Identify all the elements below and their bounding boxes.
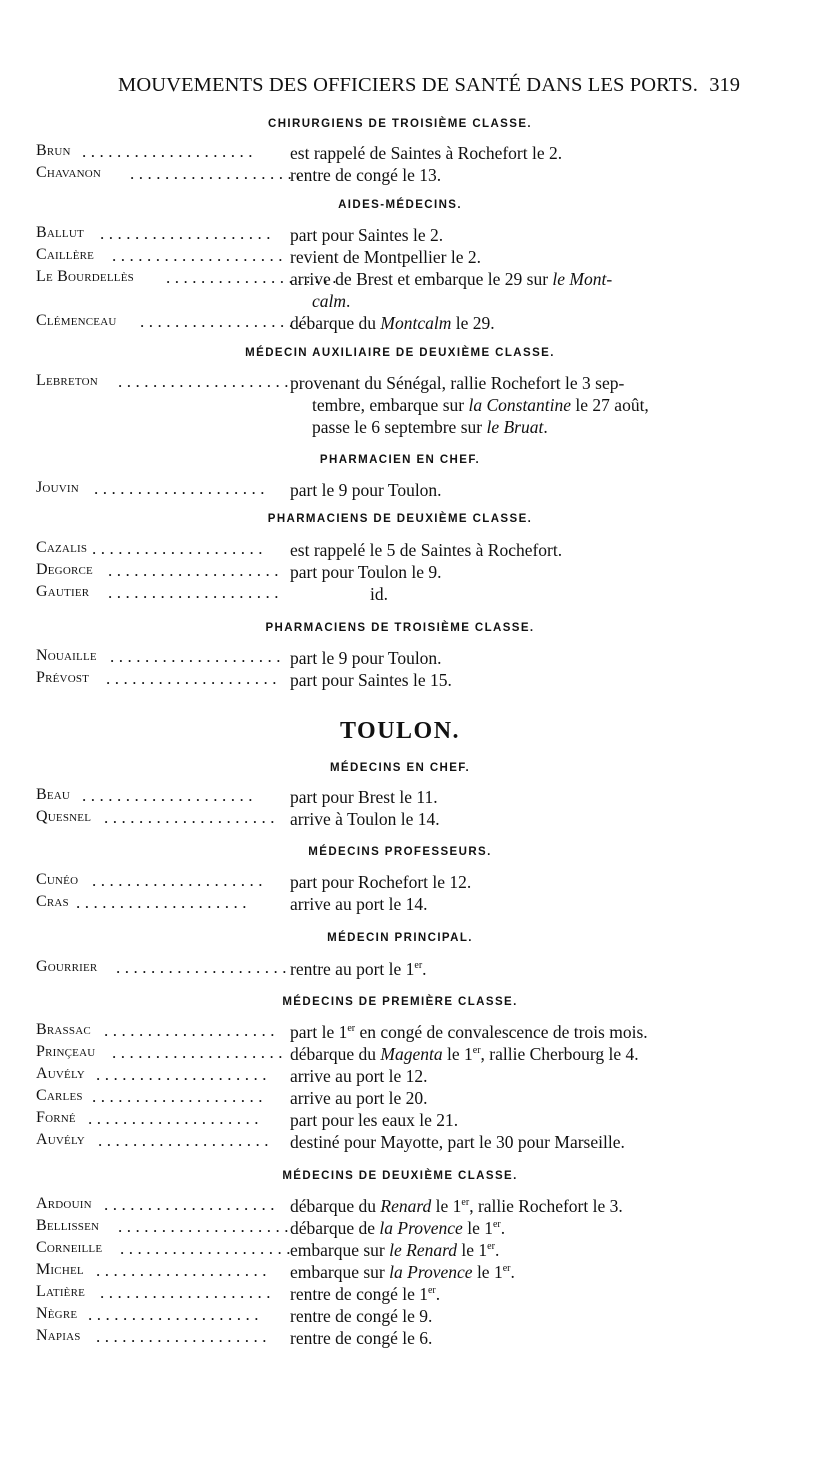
officer-name: Cunéo [36, 871, 79, 888]
officer-name: Degorce [36, 561, 93, 578]
entry-text: rentre de congé le 6. [290, 1328, 433, 1348]
officer-name: Prinçeau [36, 1043, 96, 1060]
leader-dots: .................... [118, 372, 293, 391]
port-title: TOULON. [339, 718, 461, 744]
ship-name: le Bruat [486, 417, 544, 437]
entry-text: part pour Saintes le 15. [290, 670, 452, 690]
officer-name: Michel [36, 1261, 84, 1278]
entry-text: débarque du Renard le 1er, rallie Rochefort le 3. [290, 1196, 623, 1216]
entry-text: part pour Saintes le 2. [290, 225, 444, 245]
officer-name: Ballut [36, 224, 84, 241]
section-heading: PHARMACIENS DE TROISIÈME CLASSE. [265, 622, 535, 634]
leader-dots: .................... [120, 1239, 295, 1258]
leader-dots: .................... [112, 246, 287, 265]
leader-dots: .................... [92, 539, 267, 558]
entry-text: arrive de Brest et embarque le 29 sur le Mont- calm. [290, 269, 613, 311]
ship-name: la Provence [389, 1262, 473, 1282]
section-heading: PHARMACIEN EN CHEF. [319, 454, 481, 466]
entry-text: arrive au port le 12. [290, 1066, 428, 1086]
entry-text: rentre de congé le 1er. [290, 1284, 441, 1304]
entry-text: rentre de congé le 13. [290, 165, 442, 185]
entry-text: arrive au port le 14. [290, 894, 428, 914]
entry-text: embarque sur le Renard le 1er. [290, 1240, 500, 1260]
entry-text: part le 1er en congé de convalescence de trois mois. [290, 1022, 648, 1042]
ship-name: Montcalm [380, 313, 452, 333]
leader-dots: .................... [100, 224, 275, 243]
leader-dots: .................... [108, 561, 283, 580]
officer-name: Jouvin [36, 479, 79, 496]
entry-text: part pour Rochefort le 12. [290, 872, 472, 892]
leader-dots: .................... [82, 142, 257, 161]
entry-text: part le 9 pour Toulon. [290, 480, 442, 500]
entry-text: rentre au port le 1er. [290, 959, 427, 979]
section-heading: CHIRURGIENS DE TROISIÈME CLASSE. [268, 118, 532, 130]
entry-text: revient de Montpellier le 2. [290, 247, 481, 267]
officer-name: Gourrier [36, 958, 98, 975]
running-head [118, 74, 740, 100]
leader-dots: .................... [166, 268, 341, 287]
entry-text: part pour Toulon le 9. [290, 562, 442, 582]
ship-name: Magenta [380, 1044, 443, 1064]
entry-text: débarque de la Provence le 1er. [290, 1218, 506, 1238]
section-heading: MÉDECINS EN CHEF. [329, 762, 471, 774]
officer-name: Bellissen [36, 1217, 100, 1234]
entry-text: provenant du Sénégal, rallie Rochefort le 3 sep- tembre, embarque sur la Constantine le 27 août, passe le 6 septembre sur le Bruat. [290, 373, 649, 437]
officer-name: Forné [36, 1109, 76, 1126]
ship-name: calm [312, 291, 347, 311]
entry-text: id. [370, 584, 388, 604]
leader-dots: .................... [96, 1065, 271, 1084]
officer-name: Auvély [36, 1131, 85, 1148]
leader-dots: .................... [112, 1043, 287, 1062]
officer-name: Latière [36, 1283, 86, 1300]
officer-name: Chavanon [36, 164, 102, 181]
entry-text: part pour les eaux le 21. [290, 1110, 459, 1130]
entry-text: est rappelé de Saintes à Rochefort le 2. [290, 143, 563, 163]
entry-text: débarque du Magenta le 1er, rallie Cherbourg le 4. [290, 1044, 639, 1064]
entry-text: destiné pour Mayotte, part le 30 pour Marseille. [290, 1132, 625, 1152]
section-heading: MÉDECIN AUXILIAIRE DE DEUXIÈME CLASSE. [245, 347, 555, 359]
ship-name: Renard [380, 1196, 432, 1216]
leader-dots: .................... [104, 1195, 279, 1214]
leader-dots: .................... [110, 647, 285, 666]
officer-name: Cras [36, 893, 69, 910]
officer-name: Brassac [36, 1021, 91, 1038]
officer-name: Cazalis [36, 539, 88, 556]
leader-dots: .................... [116, 958, 291, 977]
section-heading: MÉDECINS DE PREMIÈRE CLASSE. [282, 996, 518, 1008]
officer-name: Napias [36, 1327, 81, 1344]
leader-dots: .................... [104, 1021, 279, 1040]
ship-name: le Mont- [552, 269, 613, 289]
leader-dots: .................... [96, 1327, 271, 1346]
leader-dots: .................... [98, 1131, 273, 1150]
entry-text: débarque du Montcalm le 29. [290, 313, 495, 333]
leader-dots: .................... [92, 871, 267, 890]
leader-dots: .................... [94, 479, 269, 498]
officer-name: Lebreton [36, 372, 98, 389]
section-heading: MÉDECIN PRINCIPAL. [327, 932, 473, 944]
officer-name: Quesnel [36, 808, 92, 825]
leader-dots: .................... [104, 808, 279, 827]
officer-name: Auvély [36, 1065, 85, 1082]
leader-dots: .................... [76, 893, 251, 912]
officer-name: Nouaille [36, 647, 97, 664]
officer-name: Beau [36, 786, 71, 803]
leader-dots: .................... [92, 1087, 267, 1106]
officer-name: Prévost [36, 669, 90, 686]
leader-dots: .................... [100, 1283, 275, 1302]
section-heading: AIDES-MÉDECINS. [338, 199, 462, 211]
entry-text: arrive au port le 20. [290, 1088, 428, 1108]
ship-name: le Renard [389, 1240, 458, 1260]
officer-name: Caillère [36, 246, 95, 263]
entry-text: part le 9 pour Toulon. [290, 648, 442, 668]
officer-name: Gautier [36, 583, 90, 600]
running-head-title: MOUVEMENTS DES OFFICIERS DE SANTÉ DANS LES PORTS. [118, 74, 699, 96]
leader-dots: .................... [140, 312, 315, 331]
leader-dots: .................... [108, 583, 283, 602]
ship-name: la Constantine [468, 395, 572, 415]
leader-dots: .................... [130, 164, 305, 183]
officer-name: Brun [36, 142, 71, 159]
officer-name: Le Bourdellès [36, 268, 134, 285]
officer-name: Nègre [36, 1305, 78, 1322]
ship-name: la Provence [379, 1218, 463, 1238]
leader-dots: .................... [106, 669, 281, 688]
section-heading: PHARMACIENS DE DEUXIÈME CLASSE. [267, 513, 533, 525]
leader-dots: .................... [82, 786, 257, 805]
entry-text: rentre de congé le 9. [290, 1306, 433, 1326]
entry-text: est rappelé le 5 de Saintes à Rochefort. [290, 540, 563, 560]
entry-text: embarque sur la Provence le 1er. [290, 1262, 515, 1282]
officer-name: Corneille [36, 1239, 103, 1256]
officer-name: Clémenceau [36, 312, 117, 329]
officer-name: Ardouin [36, 1195, 92, 1212]
leader-dots: .................... [88, 1109, 263, 1128]
leader-dots: .................... [96, 1261, 271, 1280]
entry-text: arrive à Toulon le 14. [290, 809, 440, 829]
entry-text: part pour Brest le 11. [290, 787, 438, 807]
leader-dots: .................... [118, 1217, 293, 1236]
page-number: 319 [709, 74, 740, 96]
section-heading: MÉDECINS PROFESSEURS. [308, 846, 492, 858]
officer-name: Carles [36, 1087, 83, 1104]
leader-dots: .................... [88, 1305, 263, 1324]
section-heading: MÉDECINS DE DEUXIÈME CLASSE. [282, 1170, 518, 1182]
